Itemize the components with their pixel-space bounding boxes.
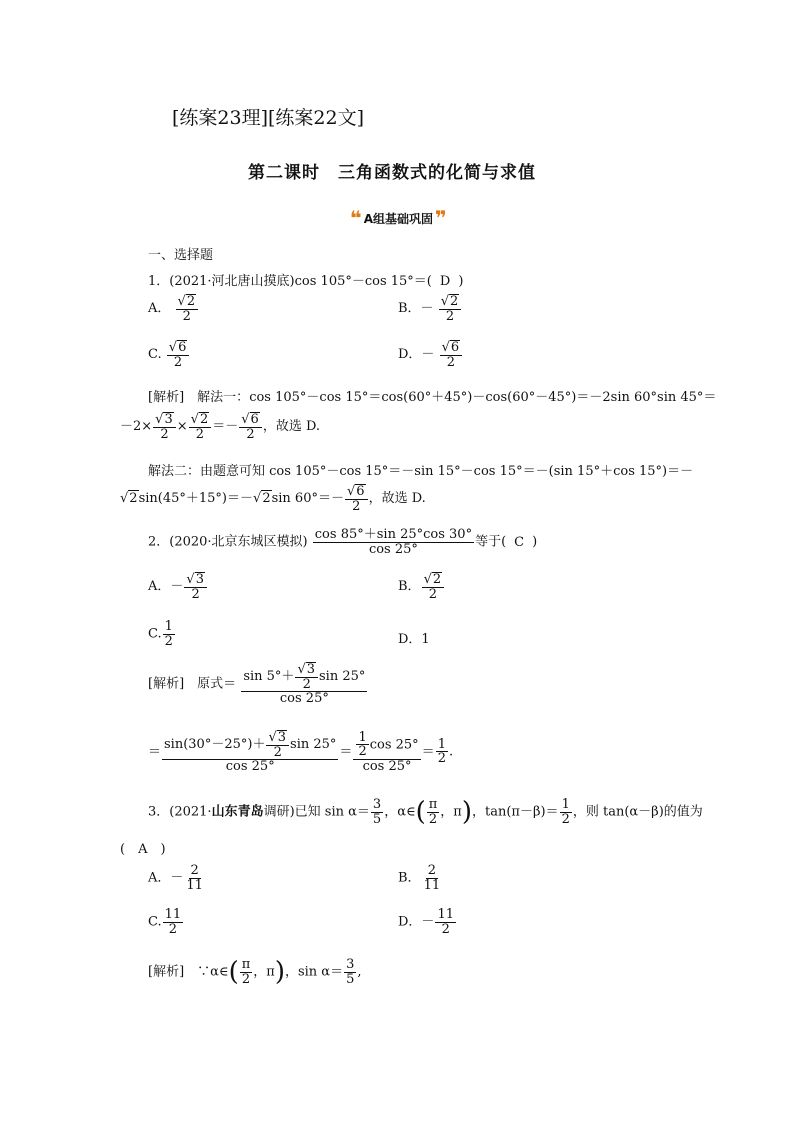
q2-answer: C (514, 534, 525, 550)
q1-option-b: B．－ √ 2 2 (398, 294, 462, 323)
group-ribbon (350, 208, 447, 228)
q2-option-b: B． √ 2 2 (398, 572, 445, 601)
section-title: 一、选择题 (148, 248, 214, 263)
question-2: 2．(2020·北京东城区模拟) $\frac{\cos 85^\circ+\sin 25^\circ\cos 30^\circ}{\cos 25^\circ}$ 等于( C ) (148, 527, 538, 557)
q1-option-a: A． √ 2 2 (148, 294, 199, 323)
open-quote-icon: ❝ (350, 206, 362, 230)
exercise-code: [练案23理][练案22文] (172, 107, 365, 129)
q3-answer-line: ( A ) (120, 842, 166, 857)
q1-solution-2-line-1: 解法二：由题意可知 cos 105°－cos 15°＝－sin 15°－cos 15°＝－(sin 15°＋cos 15°)＝－ (148, 464, 694, 479)
q2-solution-line-1: [解析] 原式＝ sin 5°＋ √ 3 2 sin 25° cos 25° (148, 662, 366, 707)
q1-solution-line-2: －2× √ 3 2 × √ 2 2 ＝－ √ 6 2 ，故选 D. (120, 412, 321, 442)
q3-option-d: D．－ $\frac{11}{2}$ (398, 907, 454, 937)
lesson-title: 第二课时 三角函数式的化简与求值 (248, 163, 536, 183)
q3-option-a: A．－ $\frac{2}{11}$ (148, 863, 203, 893)
q3-option-b: B． $\frac{2}{11}$ (398, 863, 441, 893)
q3-solution-line-1: [解析] ∵α∈( $\frac{\pi}{2}$ ，π)，sin α＝ $\frac{3}{5}$ , (148, 957, 362, 988)
q2-option-d: D．1 (398, 632, 430, 647)
close-quote-icon: ❞ (435, 206, 447, 230)
q1-option-c: C. √ 6 2 (148, 340, 190, 369)
q1-solution-line-1: [解析] 解法一：cos 105°－cos 15°＝cos(60°＋45°)－cos(60°－45°)＝－2sin 60°sin 45°＝ (148, 390, 717, 405)
q2-option-c: C. $\frac{1}{2}$ (148, 619, 173, 649)
q3-option-c: C. $\frac{11}{2}$ (148, 907, 182, 937)
question-1: 1．(2021·河北唐山摸底)cos 105°－cos 15°＝( D ) (148, 274, 464, 289)
q1-solution-2-line-2: √ 2 sin(45°＋15°)＝－√ 2 sin 60°＝－ √ 6 2 ，故选 D. (120, 484, 426, 514)
q2-option-a: A．－ √ 3 2 (148, 572, 208, 601)
group-label: A组基础巩固 (363, 211, 434, 226)
q1-option-d: D．－ √ 6 2 (398, 340, 463, 369)
q1-answer: D (439, 274, 451, 289)
q2-solution-line-2: ＝ sin(30°－25°)＋ √ 3 2 sin 25° cos 25° ＝ $\frac{1}{2}$ cos 25° cos 25° ＝ $\frac{1}{2}$ . (148, 729, 454, 775)
question-3: 3．(2021·山东青岛调研)已知 sin α＝ $\frac{3}{5}$ ，α∈( $\frac{\pi}{2}$ ，π)，tan(π－β)＝ $\frac{1}{2}$ ，则 tan(α－β)的值为 (148, 797, 703, 828)
